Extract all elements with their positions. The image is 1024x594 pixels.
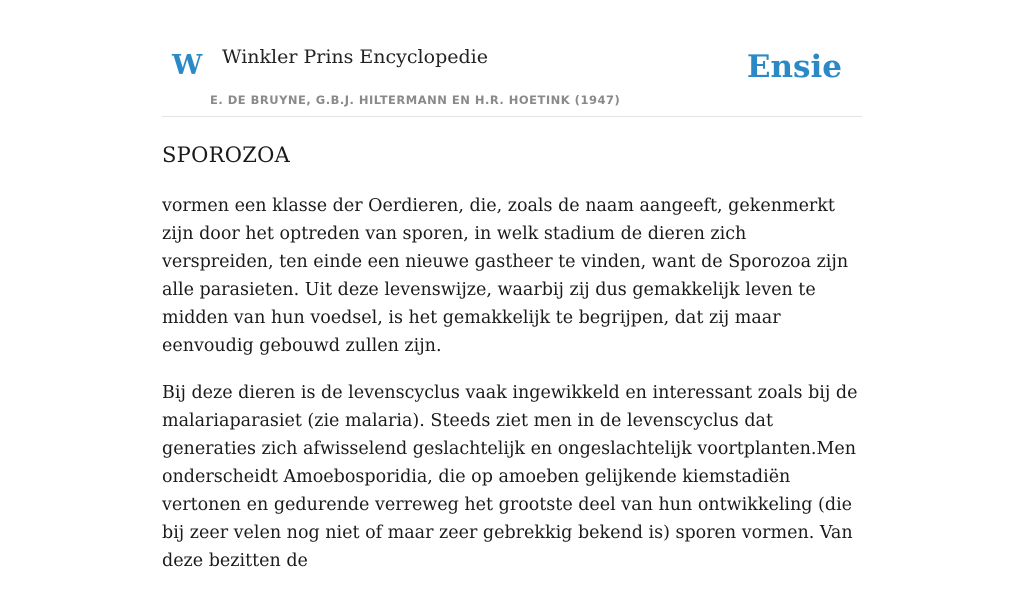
article-title: SPOROZOA	[162, 143, 291, 167]
ensie-logo[interactable]: Ensie	[746, 49, 842, 85]
article	[162, 140, 862, 594]
book-title[interactable]: Winkler Prins Encyclopedie	[222, 46, 488, 68]
site-header	[162, 0, 862, 117]
book-authors: E. DE BRUYNE, G.B.J. HILTERMANN EN H.R. HOETINK (1947)	[210, 93, 621, 107]
article-paragraph: vormen een klasse der Oerdieren, die, zoals de naam aangeeft, gekenmerkt zijn door het optreden van sporen, in welk stadium de dieren zich verspreiden, ten einde een nieuwe gastheer te vinden, want de Sporozoa zijn alle parasieten. Uit deze levenswijze, waarbij zij dus gemakkelijk leven te midden van hun voedsel, is het gemakkelijk te begrijpen, dat zij maar eenvoudig gebouwd zullen zijn.	[162, 196, 849, 356]
article-paragraph: Bij deze dieren is de levenscyclus vaak ingewikkeld en interessant zoals bij de malariaparasiet (zie malaria). Steeds ziet men in de levenscyclus dat generaties zich afwisselend geslachtelijk en ongeslachtelijk voortplanten.Men onderscheidt Amoebosporidia, die op amoeben gelijkende kiemstadiën vertonen en gedurende verreweg het grootste deel van hun ontwikkeling (die bij zeer velen nog niet of maar zeer gebrekkig bekend is) sporen vormen. Van deze bezitten de	[162, 383, 858, 571]
winkler-prins-logo[interactable]: W	[172, 50, 203, 81]
